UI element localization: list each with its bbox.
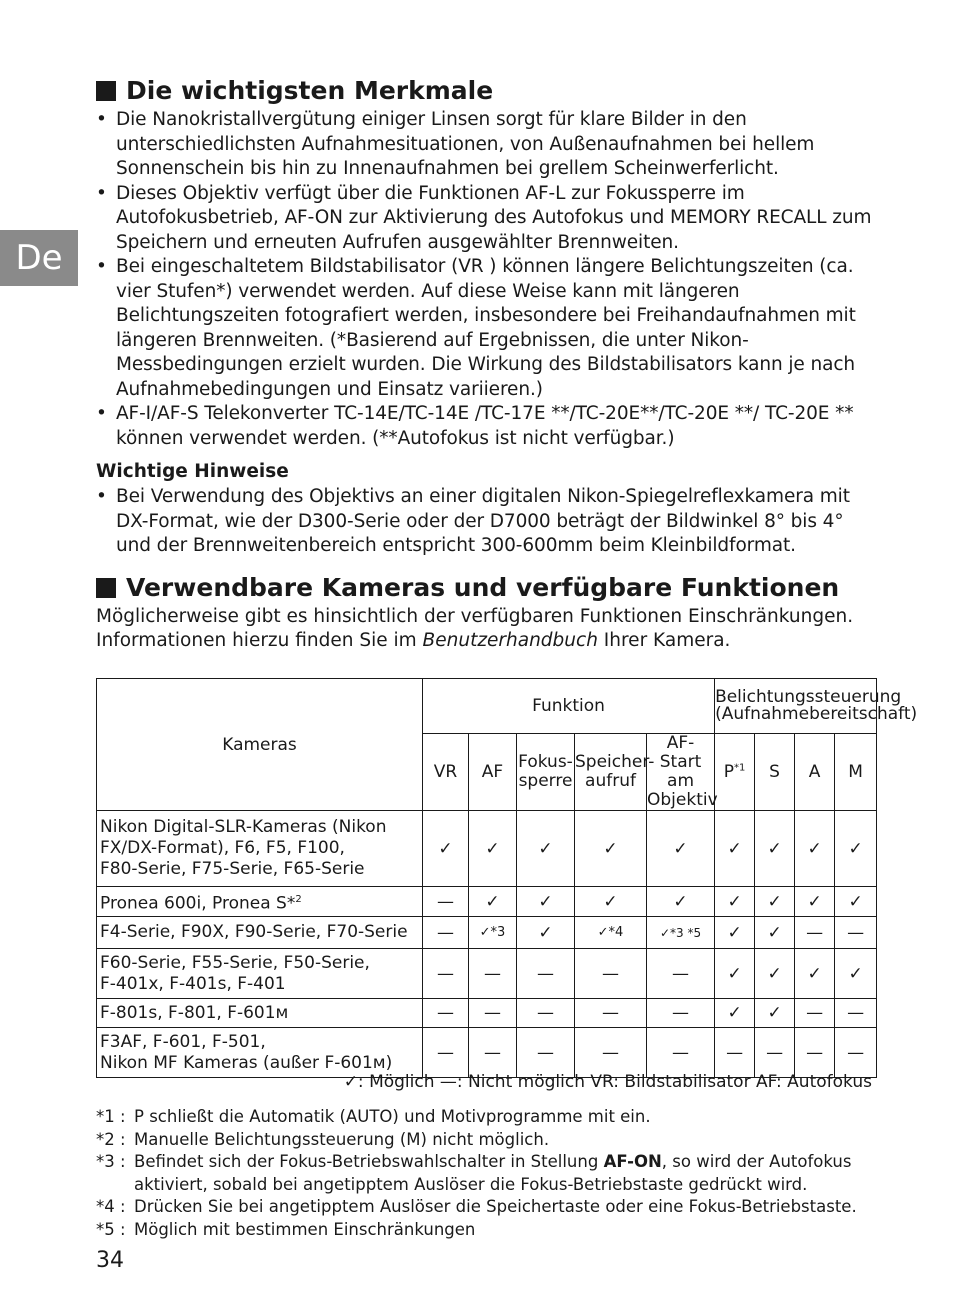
status-cell: ✓ <box>755 917 795 949</box>
table-row <box>97 917 877 949</box>
list-item: • AF-I/AF-S Telekonverter TC-14E/TC-14E /TC-17E **/TC-20E**/TC-20E **/ TC-20E ** können verwendet werden. (**Autofokus ist nicht verfügbar.) <box>96 402 876 451</box>
header-line: P <box>723 762 734 782</box>
camera-cell <box>97 811 423 887</box>
language-tab: De <box>0 230 78 286</box>
camera-cell <box>97 949 423 999</box>
camera-line: F-401x, F-401s, F-401 <box>100 973 286 994</box>
status-cell: ✓ <box>647 811 715 887</box>
status-cell: ✓ <box>423 811 469 887</box>
status-cell: ✓ <box>835 949 877 999</box>
status-cell: ✓ <box>715 999 755 1028</box>
list-item: • Die Nanokristallvergütung einiger Linsen sorgt für klare Bilder in den unterschiedlichsten Aufnahmesituationen, von Außenaufnahmen bei hellem Sonnenschein bis hin zu Innenaufnahmen bei grellem Scheinwerferlicht. <box>96 108 876 182</box>
status-cell: — <box>423 887 469 917</box>
section-title-text: Die wichtigsten Merkmale <box>126 76 494 105</box>
header-line: Fokus- <box>518 752 573 772</box>
status-cell: — <box>835 917 877 949</box>
footnote <box>96 1196 886 1219</box>
status-cell: — <box>517 949 575 999</box>
footnote-marker: 2 <box>295 893 302 905</box>
status-cell: ✓ <box>575 887 647 917</box>
header-m: M <box>835 734 877 811</box>
table-row <box>97 887 877 917</box>
status-cell: — <box>517 999 575 1028</box>
status-cell: — <box>755 1028 795 1078</box>
square-bullet-icon <box>96 578 116 598</box>
intro-text: Möglicherweise gibt es hinsichtlich der verfügbaren Funktionen Einschränkungen. Informationen hierzu finden Sie im <box>96 605 854 651</box>
status-cell: ✓*4 <box>575 917 647 949</box>
status-cell: ✓ <box>715 917 755 949</box>
header-line: Speicher- <box>575 752 655 772</box>
status-cell: — <box>715 1028 755 1078</box>
footnote-text: , so wird der Autofokus aktiviert, sobald bei angetipptem Auslöser die Fokus-Betriebstaste gedrückt wird. <box>134 1152 852 1194</box>
footnotes <box>96 1106 886 1241</box>
header-exposure-line2: (Aufnahmebereitschaft) <box>715 704 918 724</box>
footnote-number: *4 : <box>96 1197 126 1216</box>
status-cell: — <box>647 949 715 999</box>
status-cell: — <box>647 1028 715 1078</box>
table-legend: ✓: Möglich —: Nicht möglich VR: Bildstabilisator AF: Autofokus <box>343 1072 872 1092</box>
status-cell: — <box>469 949 517 999</box>
camera-line: Pronea 600i, Pronea S* <box>100 893 296 914</box>
footnote <box>96 1129 886 1152</box>
header-line: sperre <box>518 771 573 791</box>
header-af-start <box>647 733 718 811</box>
status-cell: ✓ <box>517 811 575 887</box>
footnote-bold: AF-ON <box>603 1152 662 1171</box>
header-p <box>715 734 755 811</box>
status-cell: ✓ <box>755 999 795 1028</box>
header-exposure <box>715 679 918 734</box>
footnote <box>96 1151 886 1196</box>
footnote-text: P schließt die Automatik (AUTO) und Motivprogramme mit ein. <box>134 1107 651 1126</box>
status-cell: ✓ <box>517 917 575 949</box>
footnote-number: *5 : <box>96 1219 126 1239</box>
camera-line: Nikon MF Kameras (außer F-601м) <box>100 1052 393 1073</box>
status-cell: — <box>423 1028 469 1078</box>
section-intro <box>96 605 876 654</box>
intro-italic: Benutzerhandbuch <box>422 630 598 651</box>
header-function: Funktion <box>423 679 715 734</box>
header-s: S <box>755 734 795 811</box>
status-cell: ✓ <box>755 949 795 999</box>
section-title-cameras <box>96 571 876 605</box>
important-notes-heading: Wichtige Hinweise <box>96 461 289 482</box>
header-memory-recall <box>575 734 655 811</box>
status-cell: ✓ <box>647 887 715 917</box>
footnote-number: *2 : <box>96 1129 126 1149</box>
status-cell: — <box>795 917 835 949</box>
status-cell: — <box>575 999 647 1028</box>
footnote-number: *1 : <box>96 1107 126 1126</box>
status-cell: ✓ <box>517 887 575 917</box>
list-item: • Dieses Objektiv verfügt über die Funktionen AF-L zur Fokussperre im Autofokusbetrieb, AF-ON zur Aktivierung des Autofokus und MEMORY RECALL zum Speichern und erneuten Aufrufen ausgewählter Brennweiten. <box>96 182 876 256</box>
status-cell: — <box>469 1028 517 1078</box>
camera-line: Nikon Digital-SLR-Kameras (Nikon <box>100 817 387 837</box>
footnote <box>96 1106 886 1129</box>
camera-line: F-801s, F-801, F-601м <box>100 1002 289 1023</box>
footnote <box>96 1219 886 1242</box>
table-header-row <box>97 679 877 734</box>
header-line: am <box>667 771 695 791</box>
camera-cell <box>97 999 423 1028</box>
status-cell: ✓ <box>469 887 517 917</box>
camera-line: F80-Serie, F75-Serie, F65-Serie <box>100 859 365 879</box>
table-row <box>97 999 877 1028</box>
features-list <box>96 108 876 451</box>
camera-cell <box>97 1028 423 1078</box>
status-cell: — <box>835 999 877 1028</box>
compatibility-table <box>96 678 918 1078</box>
status-cell: ✓ <box>715 887 755 917</box>
header-a: A <box>795 734 835 811</box>
list-item: • Bei eingeschaltetem Bildstabilisator (VR ) können längere Belichtungszeiten (ca. vier Stufen*) verwendet werden. Auf diese Weise kann mit längeren Belichtungszeiten fotografiert werden, insbesondere bei Freihandaufnahmen mit längeren Brennweiten. (*Basierend auf Ergebnissen, die unter Nikon-Messbedingungen erzielt wurden. Die Wirkung des Bildstabilisators kann je nach Aufnahmebedingungen und Einsatz variieren.) <box>96 255 876 402</box>
header-focus-lock <box>517 734 575 811</box>
status-cell: — <box>575 949 647 999</box>
header-cameras: Kameras <box>97 679 423 811</box>
camera-cell <box>97 917 423 949</box>
footnote-text: Möglich mit bestimmen Einschränkungen <box>134 1219 476 1239</box>
status-cell: ✓*3 *5 <box>647 917 715 949</box>
section-title-text: Verwendbare Kameras und verfügbare Funktionen <box>126 572 840 602</box>
status-cell: ✓ <box>469 811 517 887</box>
status-cell: — <box>575 1028 647 1078</box>
footnote-text: Befindet sich der Fokus-Betriebswahlschalter in Stellung <box>134 1152 604 1171</box>
camera-line: F3AF, F-601, F-501, <box>100 1031 266 1052</box>
footnote-text: Manuelle Belichtungssteuerung (M) nicht möglich. <box>134 1129 550 1149</box>
header-line: AF-Start <box>659 733 702 772</box>
status-cell: — <box>423 999 469 1028</box>
status-cell: — <box>423 949 469 999</box>
section-title-features <box>96 74 876 108</box>
list-item: • Bei Verwendung des Objektivs an einer digitalen Nikon-Spiegelreflexkamera mit DX-Format, wie der D300-Serie oder der D7000 beträgt der Bildwinkel 8° bis 4° und der Brennweitenbereich entspricht 300-600mm beim Kleinbildformat. <box>96 485 876 559</box>
footnote-marker: *1 <box>734 762 746 774</box>
header-line: aufruf <box>585 771 636 791</box>
footnote-number: *3 : <box>96 1152 126 1171</box>
important-notes-list <box>96 485 876 559</box>
status-cell: — <box>795 999 835 1028</box>
intro-text: Ihrer Kamera. <box>597 630 731 651</box>
table-row <box>97 949 877 999</box>
footnote-text: Drücken Sie bei angetipptem Auslöser die Speichertaste oder eine Fokus-Betriebstaste. <box>134 1197 857 1216</box>
status-cell: — <box>517 1028 575 1078</box>
status-cell: ✓ <box>715 949 755 999</box>
main-content <box>96 74 876 654</box>
table-row <box>97 811 877 887</box>
camera-line: F4-Serie, F90X, F90-Serie, F70-Serie <box>100 922 408 942</box>
header-af: AF <box>469 734 517 811</box>
camera-cell <box>97 887 423 917</box>
status-cell: ✓ <box>755 887 795 917</box>
status-cell: — <box>469 999 517 1028</box>
status-cell: ✓ <box>795 949 835 999</box>
status-cell: — <box>423 917 469 949</box>
status-cell: ✓ <box>795 811 835 887</box>
status-cell: ✓ <box>575 811 647 887</box>
camera-line: FX/DX-Format), F6, F5, F100, <box>100 838 345 858</box>
status-cell: — <box>835 1028 877 1078</box>
page-number: 34 <box>96 1248 124 1273</box>
square-bullet-icon <box>96 81 116 101</box>
status-cell: ✓ <box>795 887 835 917</box>
status-cell: — <box>795 1028 835 1078</box>
camera-line: F60-Serie, F55-Serie, F50-Serie, <box>100 952 370 973</box>
header-line: Objektiv <box>647 790 718 810</box>
status-cell: ✓ <box>835 887 877 917</box>
header-vr: VR <box>423 734 469 811</box>
status-cell: ✓*3 <box>469 917 517 949</box>
status-cell: ✓ <box>835 811 877 887</box>
status-cell: ✓ <box>715 811 755 887</box>
table-row <box>97 1028 877 1078</box>
status-cell: — <box>647 999 715 1028</box>
header-exposure-line1: Belichtungssteuerung <box>715 687 902 707</box>
status-cell: ✓ <box>755 811 795 887</box>
